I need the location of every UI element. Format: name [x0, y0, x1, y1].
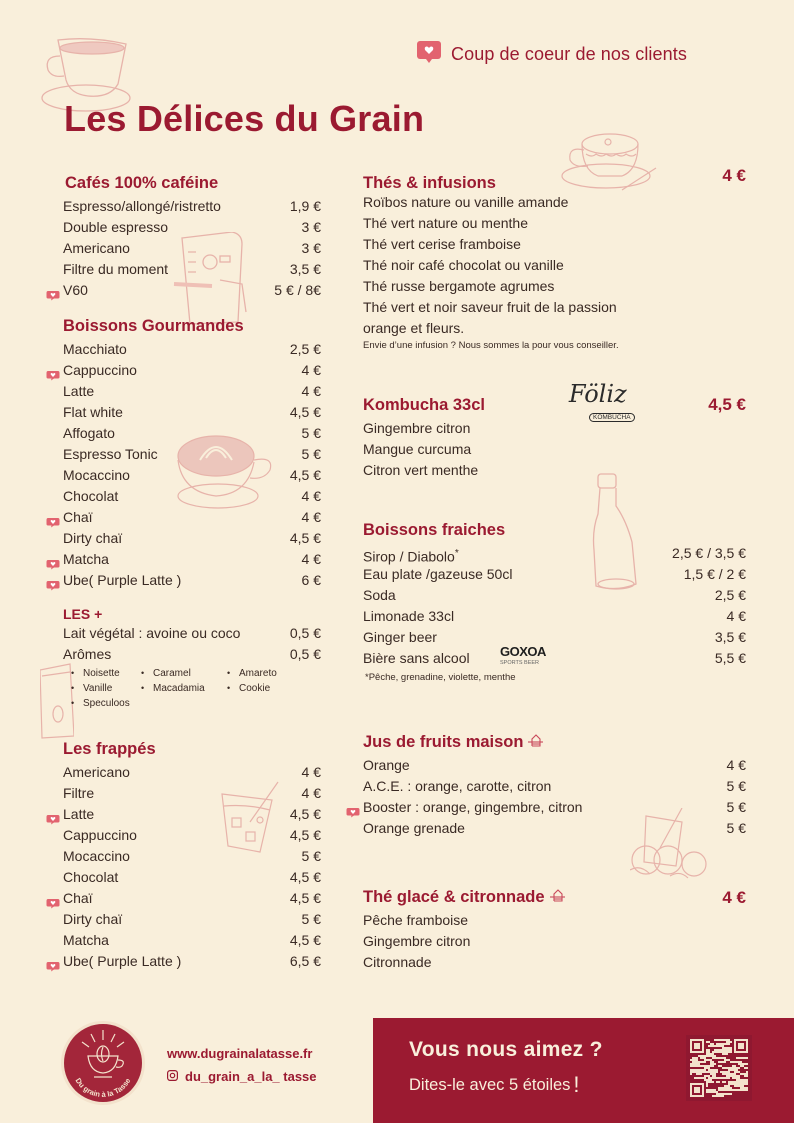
menu-item	[63, 507, 321, 528]
item-footnote-mark: *	[454, 548, 459, 559]
menu-item	[63, 909, 321, 930]
section-kombucha	[363, 380, 746, 481]
foliz-logo-text: Föliz	[568, 380, 627, 408]
item-name: Thé russe bergamote agrumes	[363, 278, 555, 294]
review-qr-code[interactable]	[686, 1035, 752, 1101]
section-price: 4 €	[722, 888, 746, 907]
menu-item	[63, 528, 321, 549]
item-price: 3,5 €	[289, 261, 321, 277]
item-name: Affogato	[63, 425, 115, 441]
brand-logo	[60, 1020, 146, 1111]
website-link[interactable]: www.dugrainalatasse.fr	[167, 1046, 313, 1061]
item-price: 3,5 €	[714, 629, 746, 645]
menu-item	[363, 439, 746, 460]
menu-item	[63, 402, 321, 423]
item-price: 3 €	[301, 240, 321, 256]
menu-item	[363, 797, 746, 818]
item-price: 5 €	[726, 778, 746, 794]
menu-item	[363, 644, 746, 669]
item-price: 4,5 €	[289, 530, 321, 546]
section-title: LES +	[63, 606, 103, 622]
section-price: 4,5 €	[708, 395, 746, 414]
menu-item	[363, 192, 746, 213]
item-name: Americano	[63, 240, 130, 256]
item-price: 0,5 €	[289, 646, 321, 662]
favorite-heart-icon	[46, 555, 60, 576]
item-price: 0,5 €	[289, 625, 321, 641]
menu-item	[63, 465, 321, 486]
menu-item	[63, 930, 321, 951]
item-price: 5 €	[301, 848, 321, 864]
item-name: Soda	[363, 587, 396, 603]
item-name: Arômes	[63, 646, 112, 662]
homemade-icon	[528, 733, 543, 752]
menu-item	[63, 381, 321, 402]
item-name: Citron vert menthe	[363, 462, 479, 478]
item-name: Chocolat	[63, 869, 119, 885]
arome-item: • Noisette	[71, 667, 141, 680]
item-name: Thé vert et noir saveur fruit de la passion	[363, 299, 617, 315]
item-name: Double espresso	[63, 219, 169, 235]
item-name: Ginger beer	[363, 629, 437, 645]
section-title: Thé glacé & citronnade	[363, 888, 545, 906]
item-name: Pêche framboise	[363, 912, 469, 928]
item-price: 3 €	[301, 219, 321, 235]
item-price: 4 €	[301, 383, 321, 399]
menu-item	[363, 213, 746, 234]
section-title: Cafés 100% caféine	[65, 174, 219, 192]
menu-item	[63, 423, 321, 444]
goxoa-logo-sub: SPORTS BEER	[500, 660, 540, 666]
section-jus	[363, 733, 746, 839]
item-price: 5 €	[301, 446, 321, 462]
item-name: Filtre du moment	[63, 261, 169, 277]
item-price: 6 €	[301, 572, 321, 588]
arome-item: • Amareto	[227, 667, 297, 680]
menu-item	[363, 818, 746, 839]
favorite-heart-icon	[46, 366, 60, 387]
menu-item	[63, 623, 321, 644]
fraiches-note: *Pêche, grenadine, violette, menthe	[365, 672, 516, 683]
arome-item: • Macadamia	[141, 682, 227, 695]
favorite-heart-icon	[46, 810, 60, 831]
item-name: Ube( Purple Latte )	[63, 572, 182, 588]
menu-item	[63, 259, 321, 280]
item-price: 5 €	[301, 425, 321, 441]
favorite-heart-icon	[346, 803, 360, 824]
instagram-handle-text: du_grain_a_la_ tasse	[185, 1069, 317, 1084]
section-title: Les frappés	[63, 740, 156, 758]
favorite-heart-icon	[46, 576, 60, 597]
menu-item	[363, 418, 746, 439]
item-price: 5,5 €	[714, 650, 746, 666]
section-glace	[363, 888, 746, 973]
item-name: Gingembre citron	[363, 933, 471, 949]
item-name: Flat white	[63, 404, 123, 420]
item-name: Orange grenade	[363, 820, 465, 836]
item-price: 4 €	[726, 608, 746, 624]
instagram-handle[interactable]	[167, 1069, 317, 1084]
item-price: 4,5 €	[289, 890, 321, 906]
aromes-list	[71, 667, 321, 710]
item-name: Chaï	[63, 890, 93, 906]
item-name: Sirop / Diabolo*	[363, 548, 459, 565]
menu-item	[363, 460, 746, 481]
item-price: 2,5 €	[289, 341, 321, 357]
item-price: 1,5 € / 2 €	[683, 566, 746, 582]
section-extras	[63, 606, 321, 710]
item-name: Ube( Purple Latte )	[63, 953, 182, 969]
menu-item	[63, 804, 321, 825]
section-cafes	[63, 174, 321, 301]
item-price: 4 €	[726, 757, 746, 773]
item-price: 4,5 €	[289, 932, 321, 948]
goxoa-logo	[500, 644, 546, 668]
item-name: Thé noir café chocolat ou vanille	[363, 257, 564, 273]
item-name: Americano	[63, 764, 130, 780]
item-name: Mocaccino	[63, 848, 130, 864]
item-name: Filtre	[63, 785, 95, 801]
section-title: Thés & infusions	[363, 174, 496, 192]
item-name: V60	[63, 282, 88, 298]
menu-item	[63, 444, 321, 465]
item-name: Cappuccino	[63, 827, 137, 843]
section-thes	[363, 166, 746, 351]
menu-item	[63, 644, 321, 665]
item-name: Latte	[63, 383, 95, 399]
section-gourmandes	[63, 317, 321, 591]
menu-item	[63, 825, 321, 846]
item-name: Gingembre citron	[363, 420, 471, 436]
item-price: 4,5 €	[289, 404, 321, 420]
menu-item	[63, 570, 321, 591]
menu-item	[363, 585, 746, 606]
menu-item	[63, 238, 321, 259]
section-title: Jus de fruits maison	[363, 733, 524, 751]
item-name: Lait végétal : avoine ou coco	[63, 625, 241, 641]
section-price: 4 €	[722, 166, 746, 185]
menu-item	[63, 549, 321, 570]
section-title: Boissons Gourmandes	[63, 317, 244, 335]
menu-item	[63, 867, 321, 888]
instagram-icon	[167, 1069, 178, 1084]
page-title: Les Délices du Grain	[64, 98, 425, 139]
menu-item	[63, 486, 321, 507]
item-price: 5 €	[726, 799, 746, 815]
brand-logo-text: Du grain à la Tasse	[73, 1076, 133, 1100]
menu-item	[363, 255, 746, 276]
item-name: Dirty chaï	[63, 530, 123, 546]
item-price: 5 €	[726, 820, 746, 836]
item-price: 5 € / 8€	[274, 282, 321, 298]
menu-item	[63, 339, 321, 360]
item-price: 2,5 € / 3,5 €	[672, 545, 746, 561]
item-price: 4 €	[301, 488, 321, 504]
favorite-heart-icon	[46, 957, 60, 978]
item-price: 4 €	[301, 785, 321, 801]
cta-subtitle-text: Dites-le avec 5 étoiles	[409, 1076, 571, 1094]
item-name: orange et fleurs.	[363, 320, 465, 336]
item-name: Booster : orange, gingembre, citron	[363, 799, 583, 815]
menu-item	[363, 276, 746, 297]
item-name: Thé vert nature ou menthe	[363, 215, 528, 231]
item-name: Espresso Tonic	[63, 446, 158, 462]
favorite-heart-icon	[46, 894, 60, 915]
menu-item	[363, 606, 746, 627]
menu-item	[363, 564, 746, 585]
item-name: Chaï	[63, 509, 93, 525]
item-name: Mangue curcuma	[363, 441, 472, 457]
section-title: Boissons fraiches	[363, 521, 506, 539]
homemade-icon	[550, 888, 565, 907]
menu-item	[363, 297, 746, 318]
item-name: Macchiato	[63, 341, 127, 357]
menu-item	[63, 783, 321, 804]
item-name: Espresso/allongé/ristretto	[63, 198, 221, 214]
menu-item	[63, 217, 321, 238]
item-price: 2,5 €	[714, 587, 746, 603]
menu-item	[363, 755, 746, 776]
item-name: Roïbos nature ou vanille amande	[363, 194, 569, 210]
section-title: Kombucha 33cl	[363, 396, 485, 414]
menu-item	[363, 952, 746, 973]
menu-item	[63, 888, 321, 909]
favorite-heart-icon	[46, 513, 60, 534]
item-name: Mocaccino	[63, 467, 130, 483]
goxoa-logo-text: GOXOA	[500, 644, 546, 659]
section-title-row	[363, 888, 746, 907]
item-price: 4,5 €	[289, 869, 321, 885]
item-name: Matcha	[63, 932, 109, 948]
menu-item	[63, 951, 321, 972]
item-name: Citronnade	[363, 954, 432, 970]
favorite-heart-icon	[46, 286, 60, 307]
menu-item	[363, 910, 746, 931]
menu-item	[363, 776, 746, 797]
item-name: Bière sans alcool	[363, 650, 470, 666]
arome-item: • Speculoos	[71, 697, 141, 710]
item-price: 4 €	[301, 764, 321, 780]
item-price: 5 €	[301, 911, 321, 927]
menu-item	[363, 543, 746, 564]
menu-item	[63, 196, 321, 217]
menu-item	[363, 318, 746, 339]
item-name: Latte	[63, 806, 95, 822]
item-price: 4 €	[301, 362, 321, 378]
menu-item	[363, 627, 746, 648]
arome-item: • Vanille	[71, 682, 141, 695]
menu-item	[63, 280, 321, 301]
item-price: 4,5 €	[289, 806, 321, 822]
favorite-legend	[416, 40, 687, 69]
item-name: Chocolat	[63, 488, 119, 504]
section-title-row	[363, 733, 746, 752]
item-name: Orange	[363, 757, 410, 773]
item-price: 4 €	[301, 551, 321, 567]
item-name: Thé vert cerise framboise	[363, 236, 521, 252]
menu-item	[363, 234, 746, 255]
item-price: 4 €	[301, 509, 321, 525]
favorite-legend-text: Coup de coeur de nos clients	[451, 44, 687, 64]
arome-item: • Cookie	[227, 682, 297, 695]
menu-item	[363, 931, 746, 952]
favorite-heart-icon	[416, 40, 442, 69]
item-name: Cappuccino	[63, 362, 137, 378]
thes-note: Envie d’une infusion ? Nous sommes la pour vous conseiller.	[363, 340, 619, 351]
menu-item	[63, 846, 321, 867]
item-name: Dirty chaï	[63, 911, 123, 927]
menu-item	[63, 360, 321, 381]
item-name: A.C.E. : orange, carotte, citron	[363, 778, 552, 794]
menu-item	[63, 762, 321, 783]
section-fraiches	[363, 521, 746, 683]
item-name: Limonade 33cl	[363, 608, 455, 624]
item-name: Matcha	[63, 551, 109, 567]
item-price: 1,9 €	[289, 198, 321, 214]
item-price: 6,5 €	[289, 953, 321, 969]
cta-subtitle	[409, 1070, 580, 1096]
arome-item: • Caramel	[141, 667, 227, 680]
cta-title: Vous nous aimez ?	[409, 1038, 603, 1061]
item-price: 4,5 €	[289, 827, 321, 843]
review-cta-panel	[373, 1018, 794, 1123]
item-name: Eau plate /gazeuse 50cl	[363, 566, 513, 582]
item-price: 4,5 €	[289, 467, 321, 483]
section-frappes	[63, 740, 321, 972]
cta-exclamation: !	[573, 1072, 580, 1097]
foliz-logo-sub: KOMBUCHA	[589, 413, 635, 422]
